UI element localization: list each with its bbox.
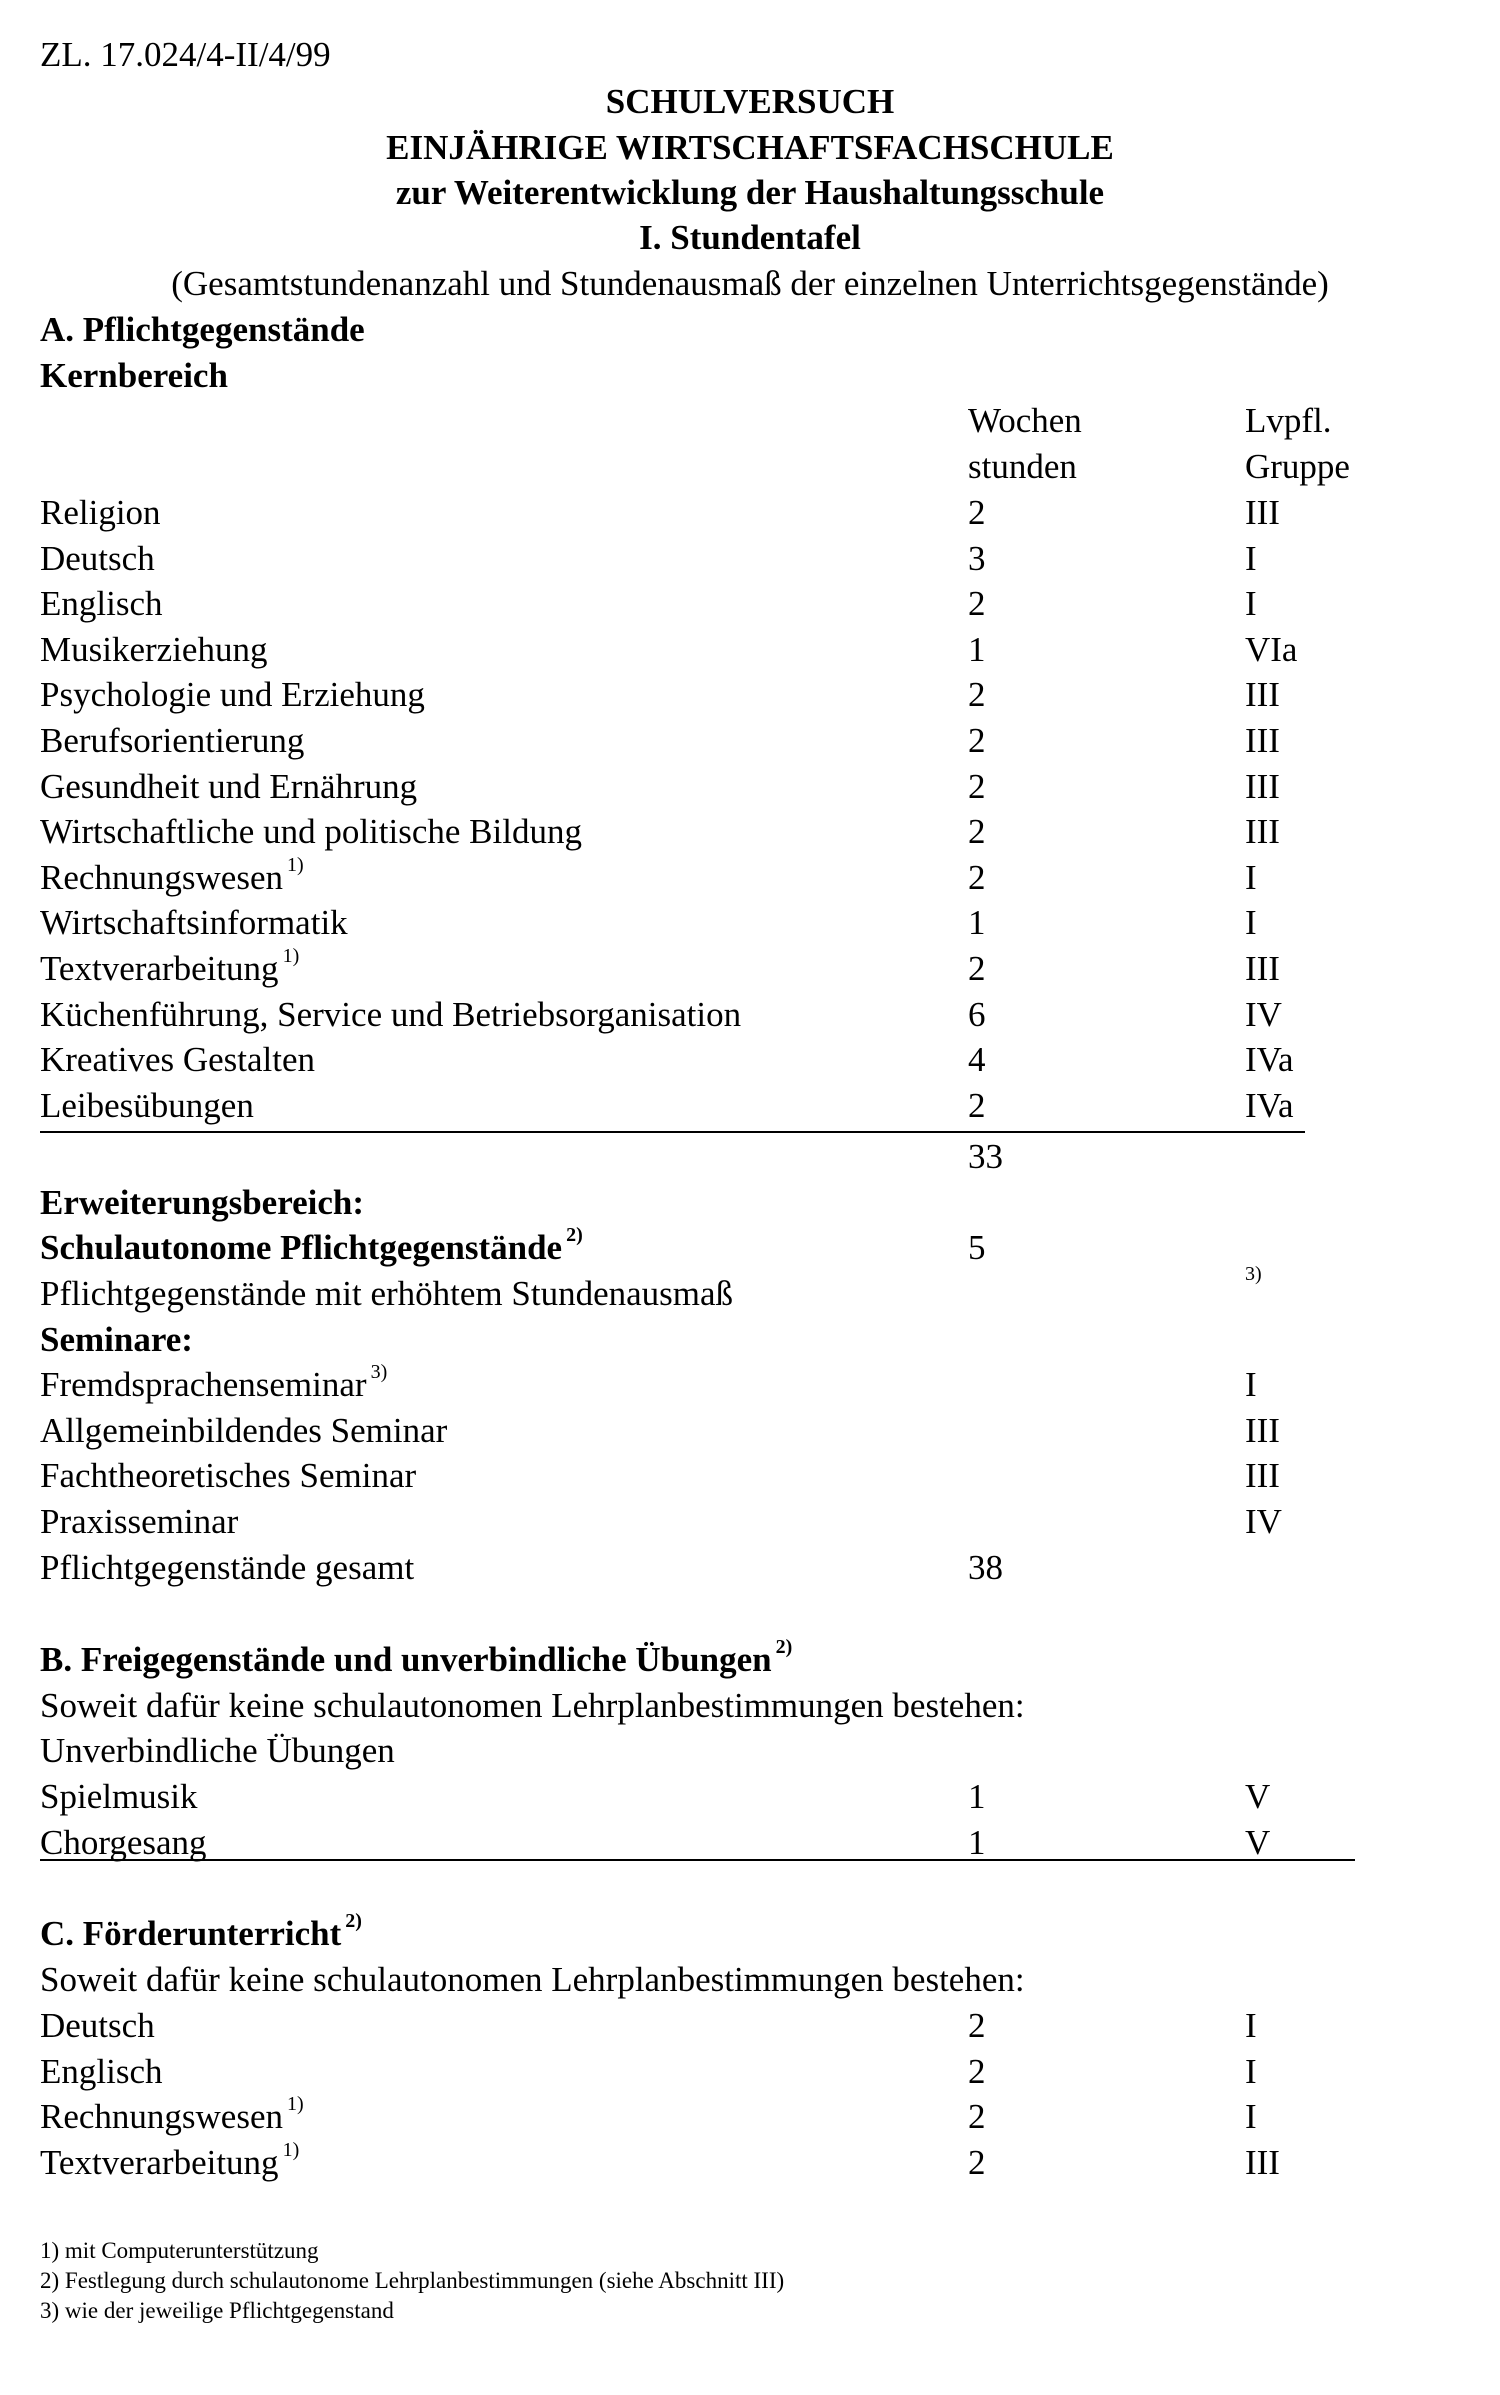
subject-group: III	[1245, 767, 1280, 806]
subject-name: Englisch	[40, 584, 163, 623]
col-hours-header-1: Wochen	[968, 401, 1082, 440]
col-group-header-1: Lvpfl.	[1245, 401, 1332, 440]
remedial-group: I	[1245, 2097, 1257, 2136]
subject-hours: 4	[968, 1040, 986, 1079]
subject-group: III	[1245, 721, 1280, 760]
footnote: 2) Festlegung durch schulautonome Lehrplanbestimmungen (siehe Abschnitt III)	[40, 2268, 785, 2293]
section-b-heading: B. Freigegenstände und unverbindliche Übungen $^{2)}$	[40, 1636, 793, 1679]
subject-name: Gesundheit und Ernährung	[40, 767, 418, 806]
seminar-name: Fremdsprachenseminar $^{3)}$	[40, 1361, 388, 1404]
subject-hours: 2	[968, 1086, 986, 1125]
kernbereich-underline	[40, 1131, 1305, 1133]
exercise-hours: 1	[968, 1823, 986, 1862]
section-a-heading: A. Pflichtgegenstände	[40, 310, 365, 349]
subject-hours: 2	[968, 493, 986, 532]
col-hours-header-2: stunden	[968, 447, 1077, 486]
doc-title-4: I. Stundentafel	[639, 218, 861, 257]
seminar-name: Allgemeinbildendes Seminar	[40, 1411, 448, 1450]
exercise-group: V	[1245, 1823, 1271, 1862]
seminar-name: Praxisseminar	[40, 1502, 239, 1541]
section-c-note: Soweit dafür keine schulautonomen Lehrplanbestimmungen bestehen:	[40, 1960, 1025, 1999]
doc-title-3: zur Weiterentwicklung der Haushaltungsschule	[395, 173, 1105, 212]
doc-subtitle: (Gesamtstundenanzahl und Stundenausmaß der einzelnen Unterrichtsgegenstände)	[171, 264, 1329, 303]
subject-name: Leibesübungen	[40, 1086, 254, 1125]
subject-name: Deutsch	[40, 539, 155, 578]
section-b-note: Soweit dafür keine schulautonomen Lehrplanbestimmungen bestehen:	[40, 1686, 1025, 1725]
erhoeht-label: Pflichtgegenstände mit erhöhtem Stundenausmaß	[40, 1274, 734, 1313]
remedial-subject-name: Deutsch	[40, 2006, 155, 2045]
remedial-group: I	[1245, 2052, 1257, 2091]
subject-group: VIa	[1245, 630, 1298, 669]
subject-hours: 2	[968, 767, 986, 806]
section-c-heading: C. Förderunterricht $^{2)}$	[40, 1910, 362, 1953]
exercise-name: Spielmusik	[40, 1777, 198, 1816]
subject-group: III	[1245, 493, 1280, 532]
col-group-header-2: Gruppe	[1245, 447, 1350, 486]
seminar-group: III	[1245, 1456, 1280, 1495]
remedial-hours: 2	[968, 2143, 986, 2182]
reference-number: ZL. 17.024/4-II/4/99	[40, 35, 331, 74]
subject-group: I	[1245, 858, 1257, 897]
remedial-subject-name: Textverarbeitung $^{1)}$	[40, 2139, 300, 2182]
subject-group: I	[1245, 539, 1257, 578]
remedial-group: III	[1245, 2143, 1280, 2182]
seminar-group: III	[1245, 1411, 1280, 1450]
seminar-name: Fachtheoretisches Seminar	[40, 1456, 417, 1495]
footnote: 3) wie der jeweilige Pflichtgegenstand	[40, 2298, 394, 2323]
remedial-subject-name: Englisch	[40, 2052, 163, 2091]
exercise-name: Chorgesang	[40, 1823, 207, 1862]
subject-hours: 6	[968, 995, 986, 1034]
section-b-subheading: Unverbindliche Übungen	[40, 1731, 395, 1770]
subject-name: Psychologie und Erziehung	[40, 675, 425, 714]
subject-hours: 2	[968, 721, 986, 760]
kernbereich-heading: Kernbereich	[40, 356, 228, 395]
subject-name: Musikerziehung	[40, 630, 268, 669]
gesamt-label: Pflichtgegenstände gesamt	[40, 1548, 415, 1587]
remedial-subject-name: Rechnungswesen $^{1)}$	[40, 2093, 304, 2136]
subject-hours: 2	[968, 858, 986, 897]
erhoeht-footnote-ref: 3)	[1245, 1263, 1262, 1285]
exercise-hours: 1	[968, 1777, 986, 1816]
erweiterungsbereich-heading: Erweiterungsbereich:	[40, 1183, 365, 1222]
subject-group: I	[1245, 903, 1257, 942]
seminar-group: IV	[1245, 1502, 1282, 1541]
subject-name: Wirtschaftsinformatik	[40, 903, 348, 942]
seminar-group: I	[1245, 1365, 1257, 1404]
schulautonome-label: Schulautonome Pflichtgegenstände $^{2)}$	[40, 1224, 583, 1267]
subject-group: IVa	[1245, 1040, 1294, 1079]
doc-title-1: SCHULVERSUCH	[605, 82, 895, 121]
subject-group: IV	[1245, 995, 1282, 1034]
footnote: 1) mit Computerunterstützung	[40, 2238, 319, 2263]
subject-name: Kreatives Gestalten	[40, 1040, 316, 1079]
subject-group: III	[1245, 675, 1280, 714]
subject-hours: 3	[968, 539, 986, 578]
remedial-hours: 2	[968, 2097, 986, 2136]
subject-hours: 1	[968, 903, 986, 942]
subject-name: Religion	[40, 493, 161, 532]
subject-group: IVa	[1245, 1086, 1294, 1125]
remedial-group: I	[1245, 2006, 1257, 2045]
subject-hours: 2	[968, 949, 986, 988]
subject-name: Textverarbeitung $^{1)}$	[40, 945, 300, 988]
schulautonome-hours: 5	[968, 1228, 986, 1267]
subject-hours: 1	[968, 630, 986, 669]
subject-group: I	[1245, 584, 1257, 623]
section-b-underline	[40, 1859, 1355, 1861]
subject-hours: 2	[968, 812, 986, 851]
subject-name: Küchenführung, Service und Betriebsorganisation	[40, 995, 742, 1034]
subject-group: III	[1245, 812, 1280, 851]
subject-group: III	[1245, 949, 1280, 988]
kernbereich-total: 33	[968, 1137, 1003, 1176]
seminare-heading: Seminare:	[40, 1320, 193, 1359]
subject-name: Rechnungswesen $^{1)}$	[40, 854, 304, 897]
subject-name: Wirtschaftliche und politische Bildung	[40, 812, 582, 851]
remedial-hours: 2	[968, 2006, 986, 2045]
remedial-hours: 2	[968, 2052, 986, 2091]
gesamt-hours: 38	[968, 1548, 1003, 1587]
exercise-group: V	[1245, 1777, 1271, 1816]
doc-title-2: EINJÄHRIGE WIRTSCHAFTSFACHSCHULE	[386, 128, 1114, 167]
subject-name: Berufsorientierung	[40, 721, 305, 760]
subject-hours: 2	[968, 675, 986, 714]
subject-hours: 2	[968, 584, 986, 623]
